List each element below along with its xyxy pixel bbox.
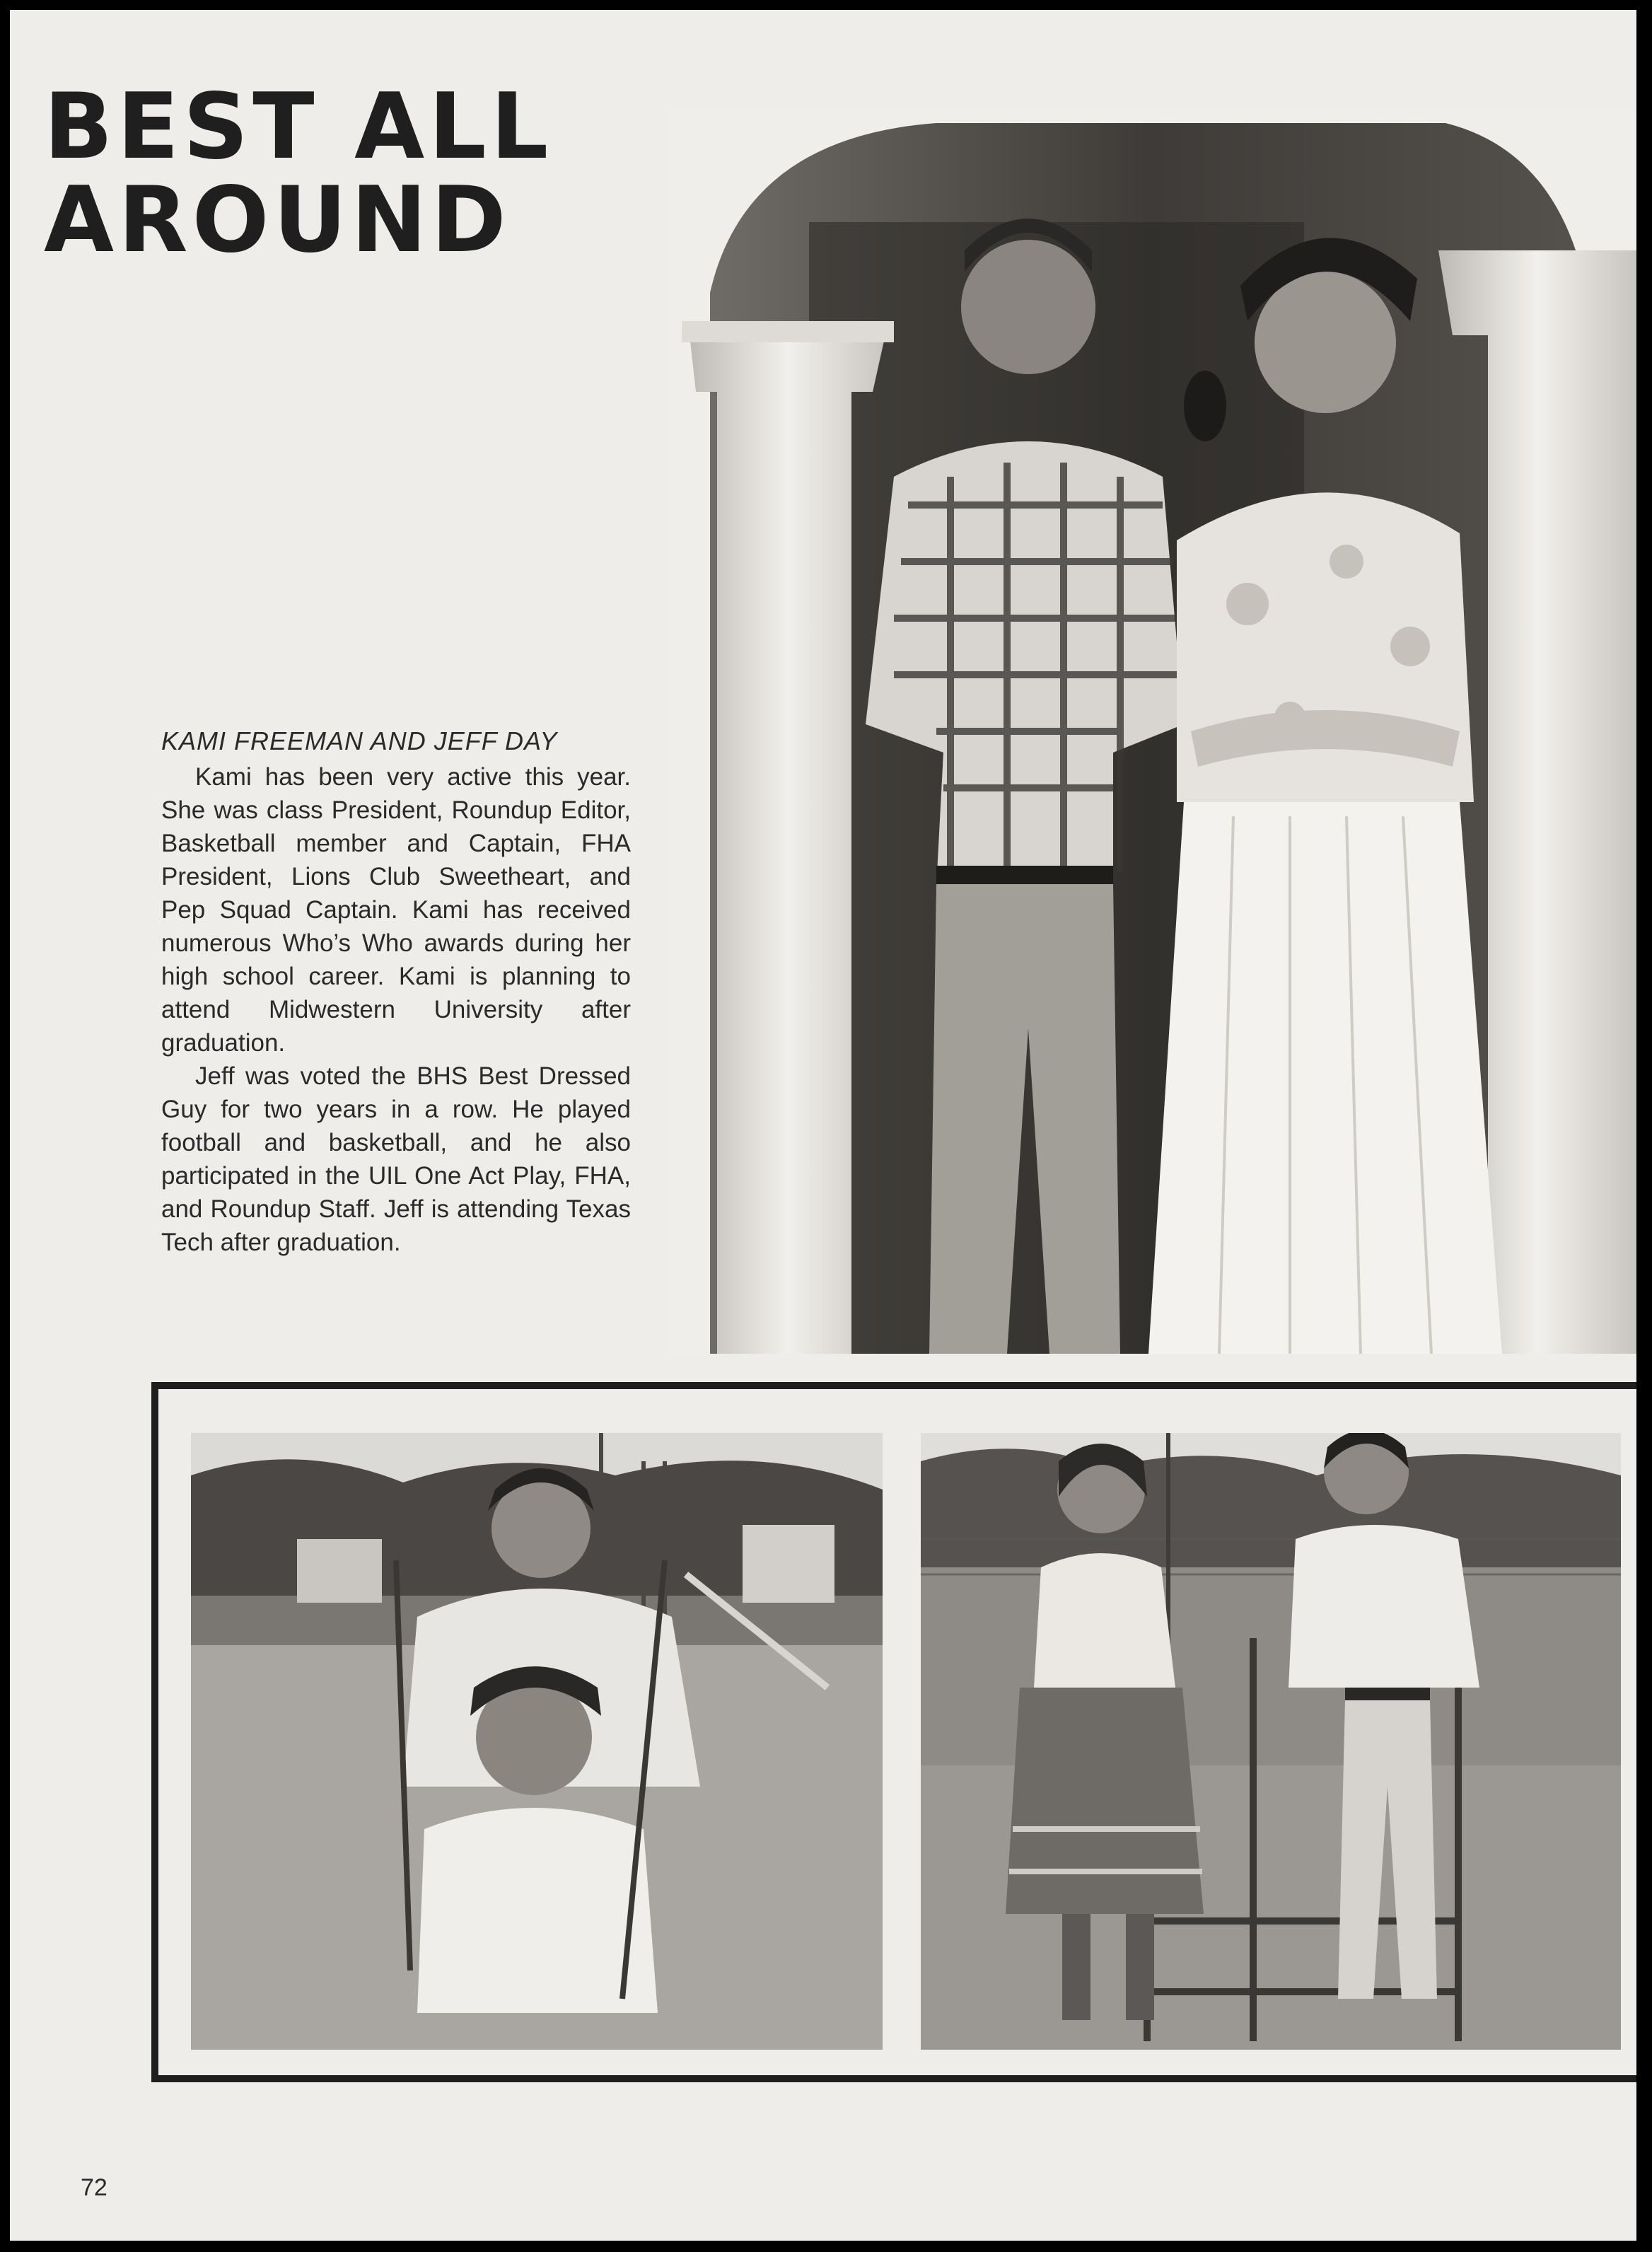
yearbook-page <box>10 10 1636 2241</box>
fence-photo <box>921 1433 1621 2050</box>
headline-line-2: AROUND <box>44 168 511 273</box>
page-headline <box>44 74 624 273</box>
headline-line-1: BEST ALL <box>44 74 553 180</box>
swing-photo <box>191 1433 883 2050</box>
caption-paragraph-jeff: Jeff was voted the BHS Best Dressed Guy for two years in a row. He played football and basketball, and he also participated in the UIL One Act Play, FHA, and Roundup Staff. Jeff is attending Texas Tech after graduation. <box>161 1062 631 1256</box>
caption-heading: KAMI FREEMAN AND JEFF DAY <box>161 726 558 755</box>
main-portrait-photo <box>668 109 1636 1354</box>
page-number: 72 <box>81 2174 107 2201</box>
caption-block <box>161 724 631 1259</box>
caption-paragraph-kami: Kami has been very active this year. She was class President, Roundup Editor, Basketball member and Captain, FHA President, Lions Club Sweetheart, and Pep Squad Captain. Kami has received numerous Who’s Who awards during her high school career. Kami is planning to attend Midwestern University after graduation. <box>161 763 631 1057</box>
